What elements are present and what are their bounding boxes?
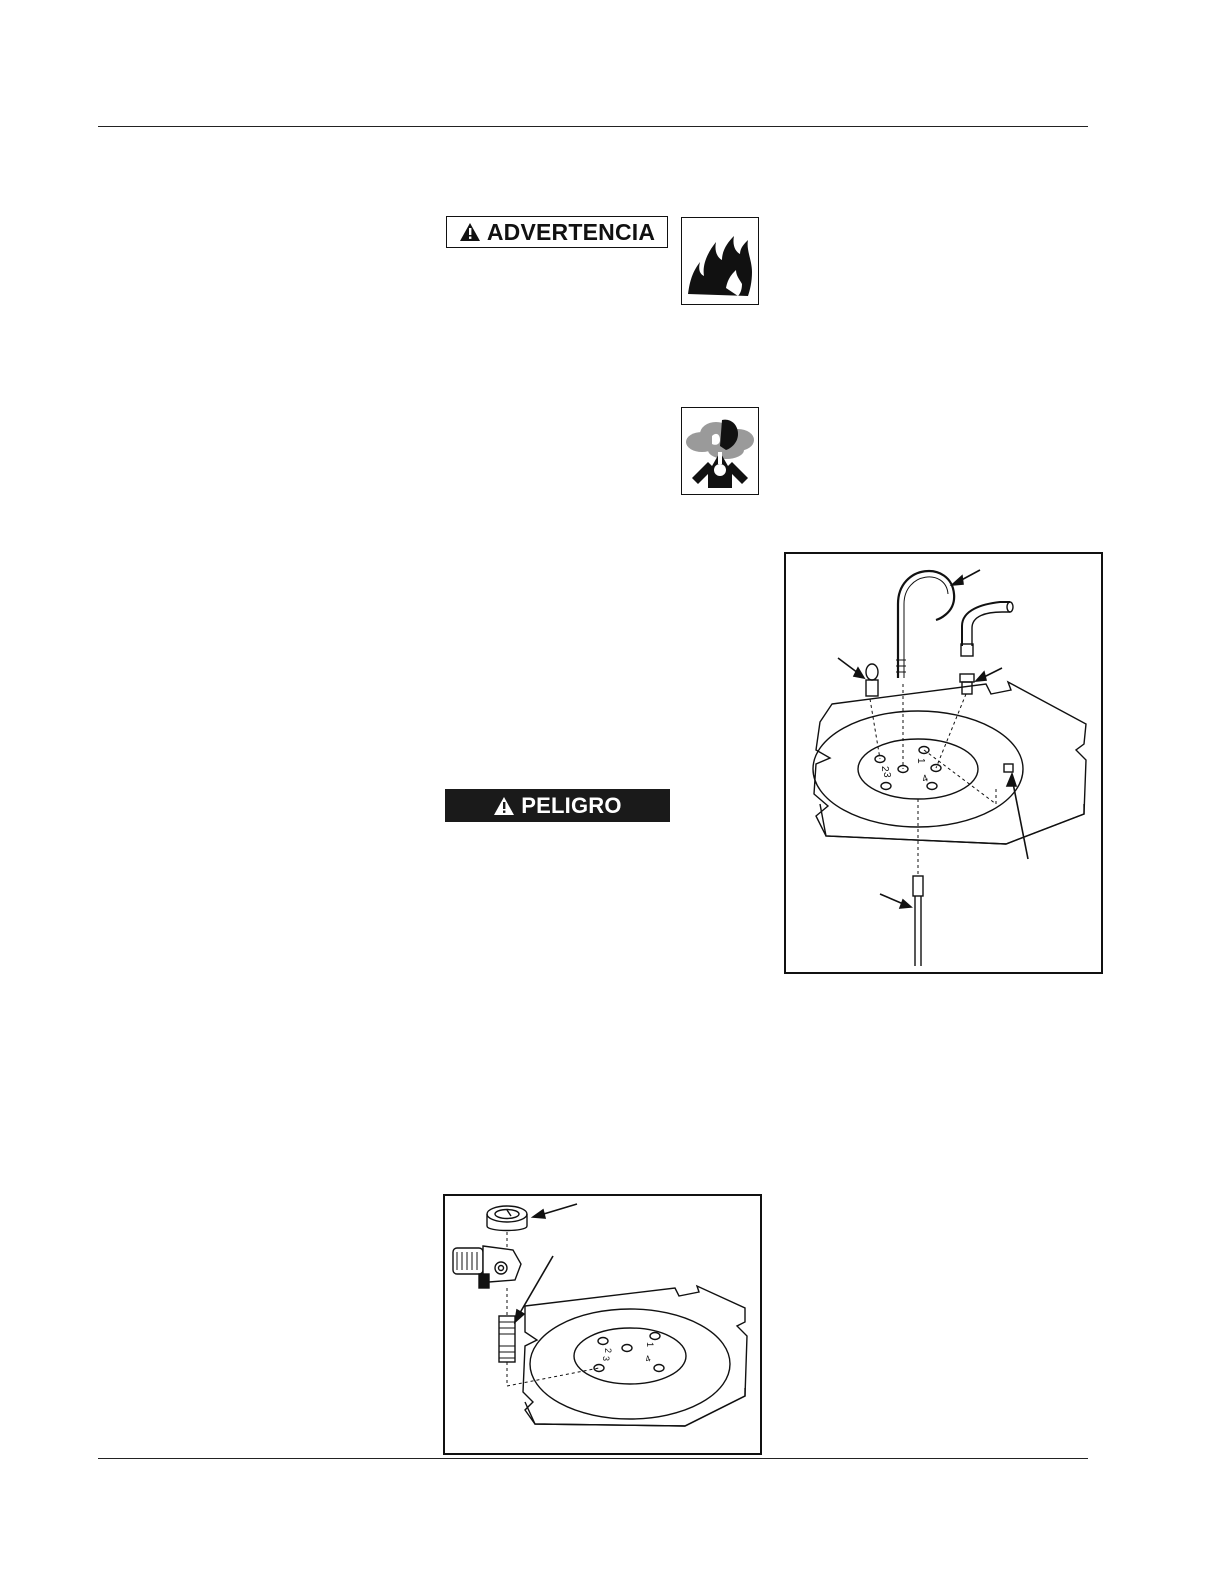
plug <box>1004 764 1013 772</box>
port-number-4: 4 <box>643 1353 652 1365</box>
header-rule <box>98 126 1088 127</box>
fitting <box>960 674 974 694</box>
nipple <box>499 1316 515 1362</box>
alignment-lines <box>507 1232 599 1386</box>
fire-hazard-icon <box>681 217 759 305</box>
relief-valve <box>866 664 878 696</box>
port-number-1: 1 <box>645 1342 655 1348</box>
port-number-1: 1 <box>915 758 926 764</box>
return-hose <box>962 602 1010 646</box>
port-number-3: 3 <box>881 772 892 778</box>
port-number-3: 3 <box>601 1356 611 1362</box>
dip-tube <box>898 571 954 678</box>
lid-plate <box>813 682 1086 844</box>
warning-label-text: ADVERTENCIA <box>486 218 656 245</box>
port-number-4: 4 <box>920 773 930 786</box>
lid-plate <box>523 1286 747 1426</box>
port-number-2: 2 <box>603 1348 613 1354</box>
siphon-tube <box>913 876 923 966</box>
pressure-gauge <box>487 1206 527 1231</box>
port-number-2: 2 <box>879 766 890 772</box>
regulator <box>453 1246 521 1288</box>
danger-label-text: PELIGRO <box>521 792 622 818</box>
warning-triangle-icon <box>459 222 481 242</box>
danger-signal-word <box>445 789 670 822</box>
inhalation-hazard-icon <box>681 407 759 495</box>
callout-arrows <box>838 570 1028 908</box>
footer-rule <box>98 1458 1088 1459</box>
pump-lid-assembly-figure <box>784 552 1103 974</box>
warning-signal-word <box>446 216 668 248</box>
danger-triangle-icon <box>493 796 515 816</box>
callout-arrows <box>515 1204 577 1322</box>
regulator-gauge-assembly-figure <box>443 1194 762 1455</box>
